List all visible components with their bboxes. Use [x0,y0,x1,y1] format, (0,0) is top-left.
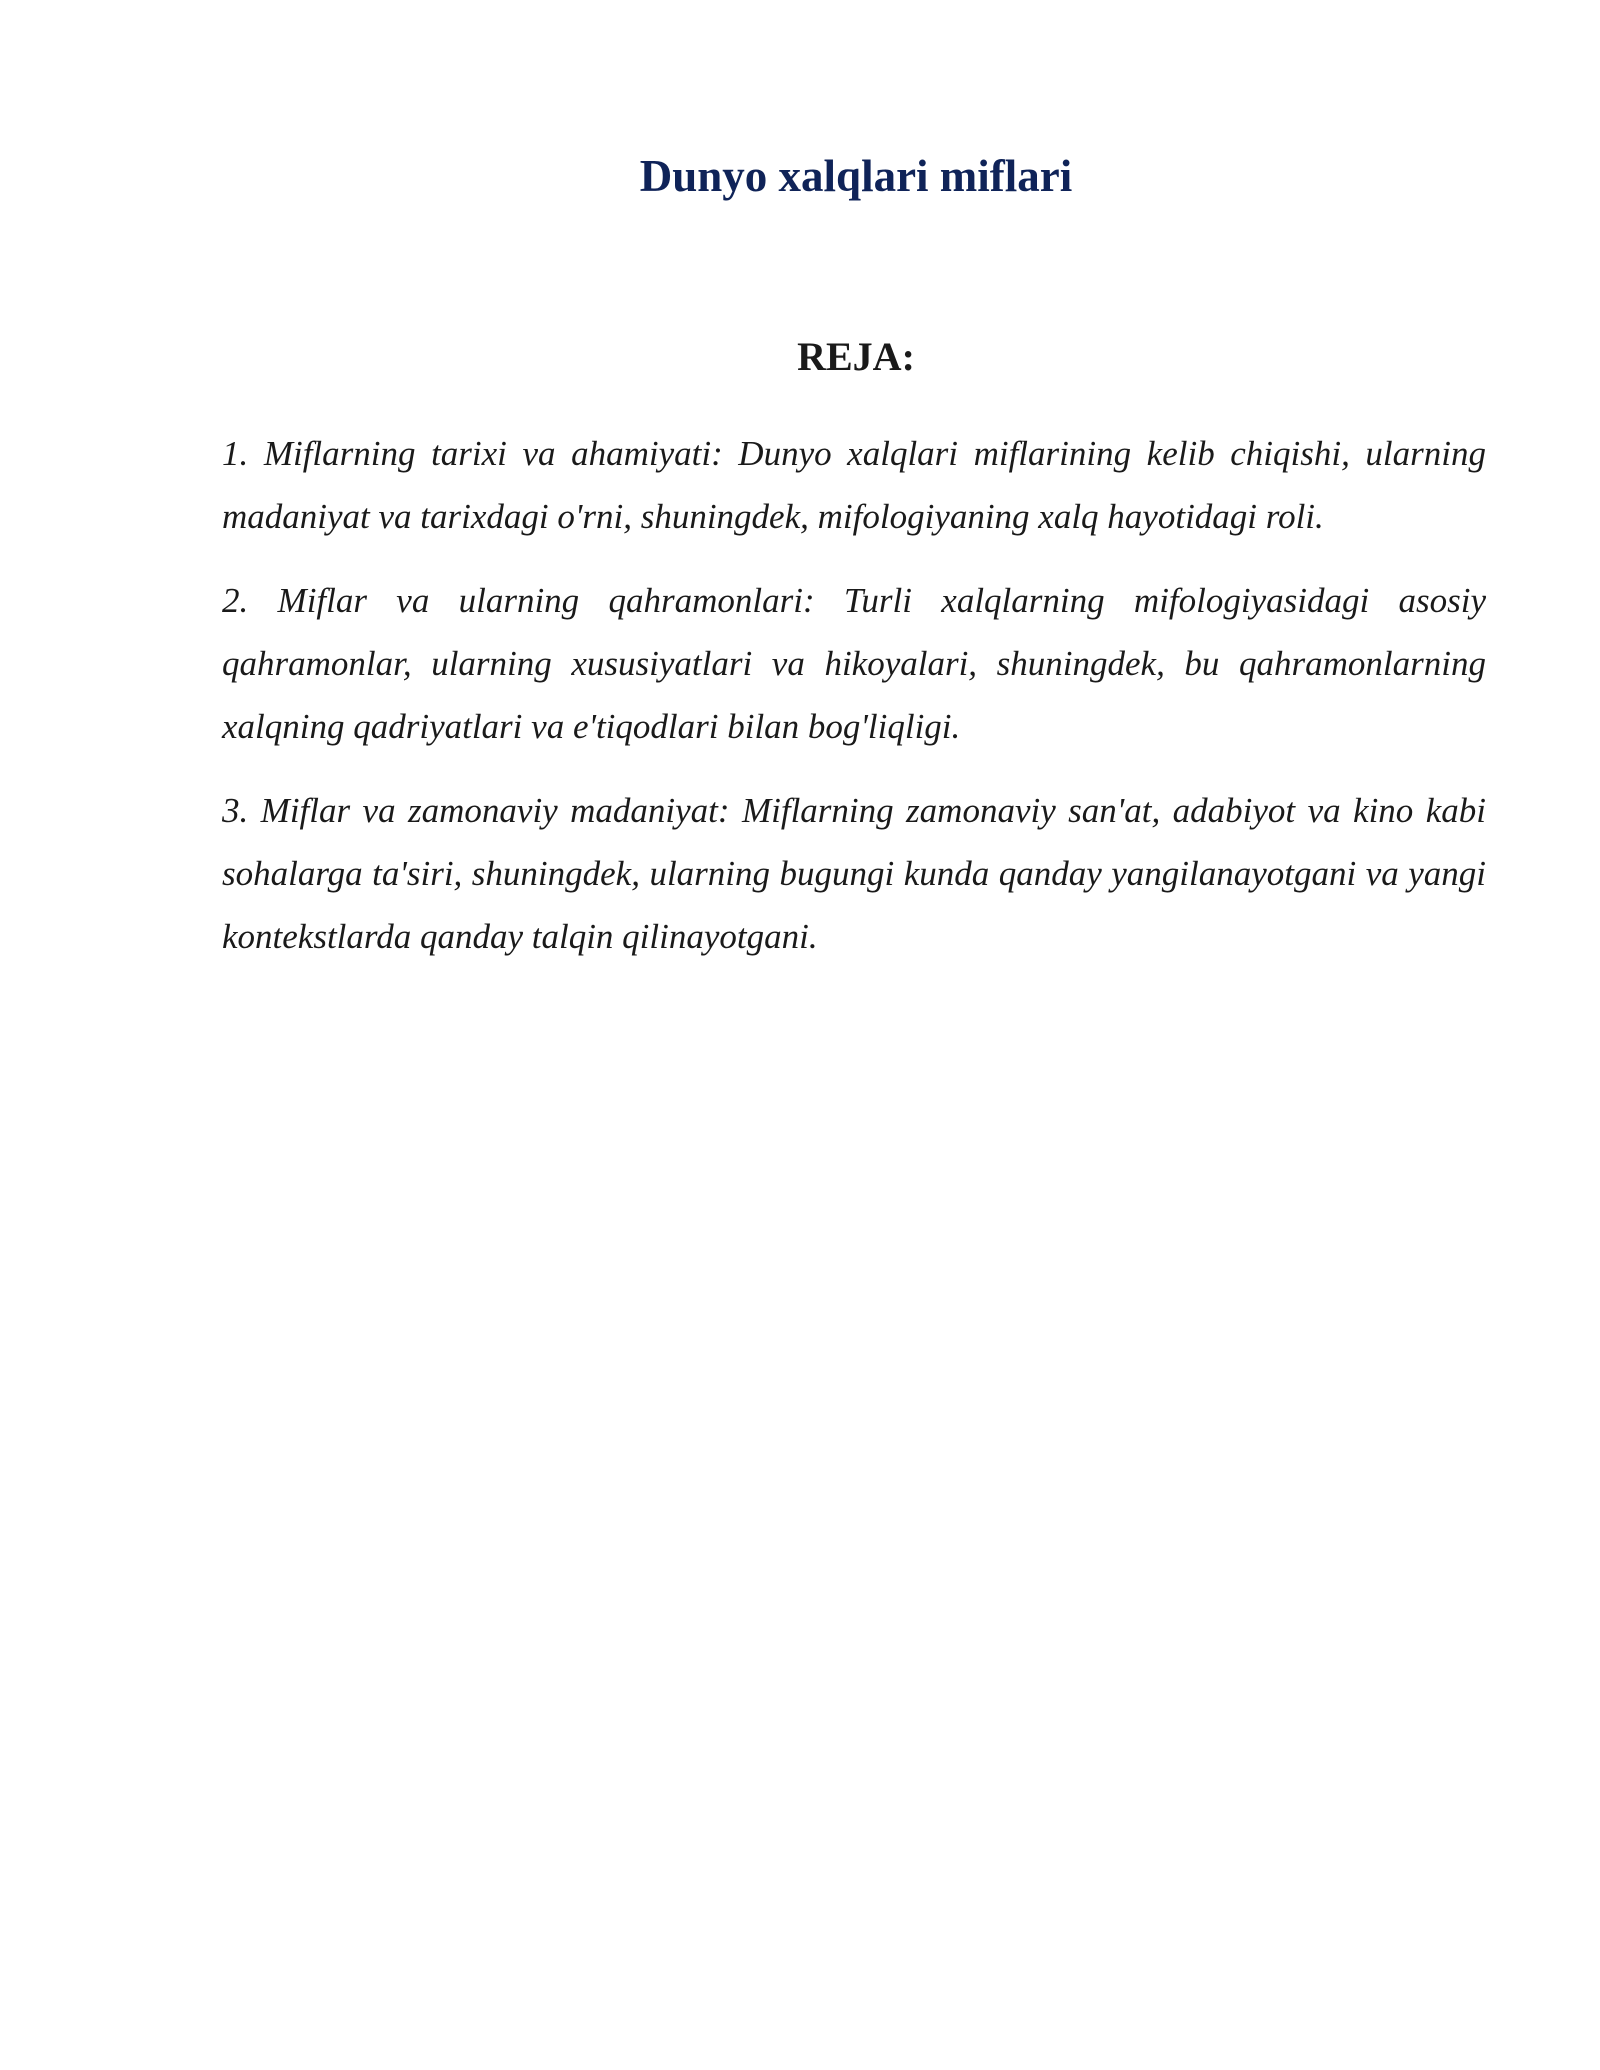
document-title: Dunyo xalqlari miflari [639,151,1073,201]
plan-item-2: 2. Miflar va ularning qahramonlari: Turli xalqlarning mifologiyasidagi asosiy qahramonlar, ularning xususiyatlari va hikoyalari, shuningdek, bu qahramonlarning xalqning qadriyatlari va e'tiqodlari bilan bog'liqligi. [222,581,1486,746]
plan-heading: REJA: [797,334,915,379]
plan-item-3: 3. Miflar va zamonaviy madaniyat: Miflarning zamonaviy san'at, adabiyot va kino kabi sohalarga ta'siri, shuningdek, ularning bugungi kunda qanday yangilanayotgani va yangi kontekstlarda qanday talqin qilinayotgani. [222,791,1486,956]
plan-item-1: 1. Miflarning tarixi va ahamiyati: Dunyo xalqlari miflarining kelib chiqishi, ularning madaniyat va tarixdagi o'rni, shuningdek, mifologiyaning xalq hayotidagi roli. [222,434,1486,536]
plan-list [222,422,1486,989]
